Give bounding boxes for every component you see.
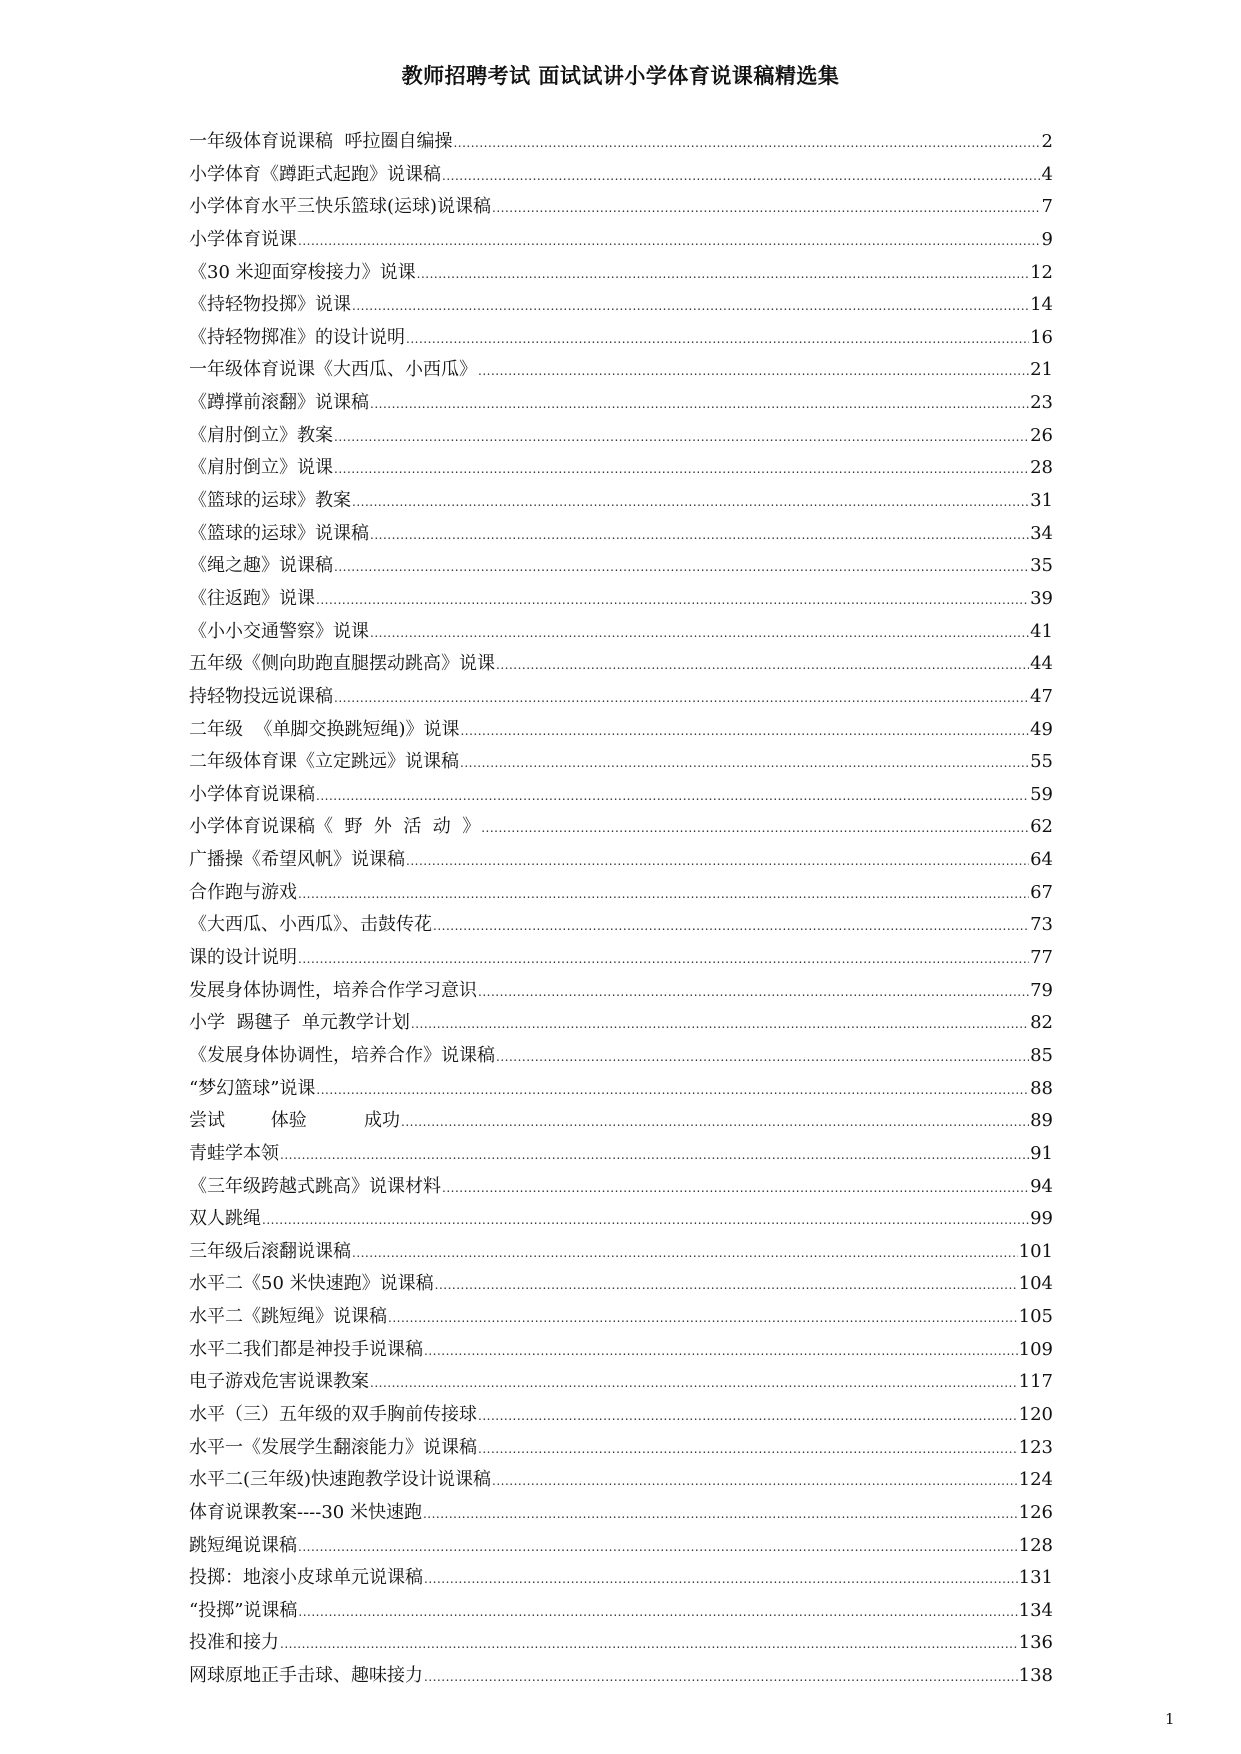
toc-dot-leader [411,1008,1029,1041]
toc-entry[interactable] [189,1105,1053,1138]
toc-dot-leader [435,1269,1018,1302]
toc-entry-page: 131 [1018,1567,1053,1589]
toc-dot-leader [424,1661,1018,1694]
toc-entry-title: 水平一《发展学生翻滚能力》说课稿 [189,1436,477,1458]
toc-entry-page: 14 [1030,294,1053,316]
page-number: 1 [1165,1710,1175,1728]
toc-dot-leader [460,747,1029,780]
toc-entry-page: 120 [1018,1403,1053,1425]
toc-entry-page: 16 [1030,326,1053,348]
toc-entry-title: 《大西瓜、小西瓜》、击鼓传花 [189,914,432,936]
toc-entry[interactable] [189,975,1053,1008]
toc-entry-page: 67 [1030,881,1053,903]
toc-entry[interactable] [189,126,1053,159]
toc-entry-title: 《肩肘倒立》说课 [189,457,333,479]
toc-dot-leader [298,225,1041,258]
toc-entry-title: 《绳之趣》说课稿 [189,555,333,577]
toc-entry-title: “投掷”说课稿 [189,1599,298,1621]
toc-entry-title: 《肩肘倒立》教案 [189,424,333,446]
toc-entry-page: 28 [1030,457,1053,479]
table-of-contents [189,126,1053,1693]
toc-entry[interactable] [189,1530,1053,1563]
toc-dot-leader [370,388,1029,421]
toc-entry[interactable] [189,942,1053,975]
toc-entry[interactable] [189,1562,1053,1595]
toc-entry-page: 26 [1030,424,1053,446]
toc-dot-leader [298,1596,1017,1629]
toc-entry[interactable] [189,1497,1053,1530]
toc-entry[interactable] [189,1040,1053,1073]
toc-dot-leader [280,1139,1029,1172]
toc-entry-title: 水平（三）五年级的双手胸前传接球 [189,1403,477,1425]
toc-entry-title: 《蹲撑前滚翻》说课稿 [189,392,369,414]
toc-entry-title: 合作跑与游戏 [189,881,297,903]
toc-entry-title: 水平二我们都是神投手说课稿 [189,1338,423,1360]
toc-entry-title: 双人跳绳 [189,1208,261,1230]
toc-dot-leader [352,486,1029,519]
toc-entry[interactable] [189,1432,1053,1465]
toc-entry-page: 12 [1030,261,1053,283]
toc-entry-title: 网球原地正手击球、趣味接力 [189,1665,423,1687]
toc-entry[interactable] [189,1138,1053,1171]
toc-entry-title: 二年级 《单脚交换跳短绳)》说课 [189,718,460,740]
toc-entry-title: 青蛙学本领 [189,1142,279,1164]
toc-entry-page: 23 [1030,392,1053,414]
toc-dot-leader [496,649,1029,682]
toc-entry[interactable] [189,909,1053,942]
toc-entry-title: 一年级体育说课《大西瓜、小西瓜》 [189,359,477,381]
toc-entry-title: 《发展身体协调性，培养合作》说课稿 [189,1044,495,1066]
toc-dot-leader [370,1367,1018,1400]
toc-entry[interactable] [189,583,1053,616]
toc-dot-leader [478,976,1029,1009]
toc-entry-page: 73 [1030,914,1053,936]
toc-entry[interactable] [189,1627,1053,1660]
toc-entry-page: 99 [1030,1208,1053,1230]
toc-entry-page: 109 [1018,1338,1053,1360]
toc-entry-title: 持轻物投远说课稿 [189,685,333,707]
toc-entry-page: 44 [1030,653,1053,675]
toc-entry[interactable] [189,354,1053,387]
toc-entry[interactable] [189,550,1053,583]
toc-entry-title: 投准和接力 [189,1632,279,1654]
toc-entry-title: 体育说课教案----30 米快速跑 [189,1501,422,1523]
toc-entry-page: 134 [1018,1599,1053,1621]
toc-entry[interactable] [189,485,1053,518]
toc-entry[interactable] [189,714,1053,747]
toc-entry-page: 104 [1018,1273,1053,1295]
toc-entry-title: 小学体育说课稿 [189,783,315,805]
toc-dot-leader [453,127,1040,160]
toc-entry-title: 发展身体协调性，培养合作学习意识 [189,979,477,1001]
toc-entry-page: 47 [1030,685,1053,707]
toc-entry-title: 投掷：地滚小皮球单元说课稿 [189,1567,423,1589]
toc-entry-page: 85 [1030,1044,1053,1066]
toc-entry-title: 小学体育《蹲距式起跑》说课稿 [189,163,441,185]
toc-entry-page: 77 [1030,947,1053,969]
toc-entry[interactable] [189,387,1053,420]
toc-entry-page: 123 [1018,1436,1053,1458]
toc-entry-title: 水平二(三年级)快速跑教学设计说课稿 [189,1469,492,1491]
toc-entry[interactable] [189,322,1053,355]
toc-entry[interactable] [189,1203,1053,1236]
toc-dot-leader [417,258,1029,291]
toc-entry-page: 9 [1041,228,1053,250]
toc-dot-leader [262,1204,1029,1237]
toc-entry-title: 小学 踢毽子 单元教学计划 [189,1012,410,1034]
toc-entry[interactable] [189,518,1053,551]
toc-dot-leader [424,1335,1018,1368]
toc-dot-leader [496,1041,1029,1074]
toc-entry-title: 《持轻物掷准》的设计说明 [189,326,405,348]
toc-dot-leader [433,910,1029,943]
toc-entry-title: 《篮球的运球》说课稿 [189,522,369,544]
toc-dot-leader [460,715,1029,748]
toc-dot-leader [352,1237,1018,1270]
toc-entry-page: 105 [1018,1306,1053,1328]
toc-entry-page: 2 [1041,131,1053,152]
toc-dot-leader [406,845,1029,878]
toc-dot-leader [442,160,1041,193]
toc-dot-leader [423,1498,1018,1531]
toc-entry-page: 31 [1030,490,1053,512]
toc-entry[interactable] [189,289,1053,322]
toc-entry-title: 《持轻物投掷》说课 [189,294,351,316]
toc-entry-title: 课的设计说明 [189,947,297,969]
toc-dot-leader [298,878,1029,911]
toc-entry[interactable] [189,811,1053,844]
toc-entry-page: 49 [1030,718,1053,740]
toc-entry-title: 三年级后滚翻说课稿 [189,1240,351,1262]
toc-entry-page: 79 [1030,979,1053,1001]
toc-dot-leader [370,519,1029,552]
toc-entry[interactable] [189,159,1053,192]
toc-dot-leader [334,551,1029,584]
toc-entry[interactable] [189,1171,1053,1204]
toc-entry[interactable] [189,1236,1053,1269]
toc-entry[interactable] [189,779,1053,812]
toc-entry-page: 41 [1030,620,1053,642]
toc-entry-title: 一年级体育说课稿 呼拉圈自编操 [189,131,453,152]
toc-dot-leader [334,453,1029,486]
toc-entry-page: 138 [1018,1665,1053,1687]
toc-dot-leader [478,1400,1018,1433]
toc-entry-title: 小学体育水平三快乐篮球(运球)说课稿 [189,196,492,218]
toc-entry-page: 7 [1041,196,1053,218]
toc-entry-page: 124 [1018,1469,1053,1491]
toc-entry[interactable] [189,746,1053,779]
toc-entry[interactable] [189,224,1053,257]
toc-entry-page: 21 [1030,359,1053,381]
toc-entry-title: 二年级体育课《立定跳远》说课稿 [189,751,459,773]
toc-dot-leader [388,1302,1018,1335]
toc-entry[interactable] [189,1595,1053,1628]
toc-dot-leader [478,1433,1018,1466]
toc-entry[interactable] [189,648,1053,681]
toc-entry[interactable] [189,420,1053,453]
toc-dot-leader [280,1628,1018,1661]
toc-entry-page: 89 [1030,1110,1053,1132]
toc-entry-page: 126 [1018,1501,1053,1523]
toc-entry-page: 117 [1018,1371,1053,1393]
toc-entry-title: 小学体育说课 [189,228,297,250]
toc-entry-page: 4 [1041,163,1053,185]
toc-entry-title: 跳短绳说课稿 [189,1534,297,1556]
toc-entry-page: 64 [1030,849,1053,871]
toc-entry-title: 水平二《跳短绳》说课稿 [189,1306,387,1328]
toc-entry-page: 136 [1018,1632,1053,1654]
toc-entry-title: 广播操《希望风帆》说课稿 [189,849,405,871]
toc-dot-leader [478,355,1029,388]
toc-entry[interactable] [189,452,1053,485]
toc-dot-leader [406,323,1029,356]
toc-entry-title: 小学体育说课稿《 野 外 活 动 》 [189,816,481,838]
toc-entry-page: 34 [1030,522,1053,544]
toc-entry-page: 101 [1018,1240,1053,1262]
toc-entry-page: 82 [1030,1012,1053,1034]
toc-dot-leader [481,812,1029,845]
toc-entry-title: 《往返跑》说课 [189,587,315,609]
toc-entry[interactable] [189,257,1053,290]
toc-entry-title: 《30 米迎面穿梭接力》说课 [189,261,416,283]
toc-entry-page: 88 [1030,1077,1053,1099]
toc-dot-leader [334,682,1029,715]
toc-entry-page: 91 [1030,1142,1053,1164]
toc-entry[interactable] [189,1073,1053,1106]
toc-dot-leader [492,192,1041,225]
toc-entry-title: 《三年级跨越式跳高》说课材料 [189,1175,441,1197]
toc-entry-title: 水平二《50 米快速跑》说课稿 [189,1273,434,1295]
toc-dot-leader [298,943,1029,976]
toc-entry-page: 35 [1030,555,1053,577]
toc-entry[interactable] [189,1301,1053,1334]
toc-dot-leader [316,1074,1029,1107]
toc-entry-page: 59 [1030,783,1053,805]
toc-dot-leader [316,780,1029,813]
toc-entry-title: “梦幻篮球”说课 [189,1077,316,1099]
toc-entry[interactable] [189,191,1053,224]
toc-entry-title: 电子游戏危害说课教案 [189,1371,369,1393]
toc-entry[interactable] [189,1007,1053,1040]
toc-dot-leader [401,1106,1029,1139]
toc-entry[interactable] [189,1334,1053,1367]
toc-entry[interactable] [189,844,1053,877]
toc-entry[interactable] [189,681,1053,714]
toc-entry[interactable] [189,616,1053,649]
toc-entry-page: 128 [1018,1534,1053,1556]
toc-entry-title: 《篮球的运球》教案 [189,490,351,512]
document-title: 教师招聘考试 面试试讲小学体育说课稿精选集 [401,64,840,88]
toc-dot-leader [298,1531,1018,1564]
toc-dot-leader [316,584,1029,617]
toc-dot-leader [424,1563,1018,1596]
toc-entry-title: 五年级《侧向助跑直腿摆动跳高》说课 [189,653,495,675]
toc-entry[interactable] [189,1660,1053,1693]
toc-entry-title: 尝试 体验 成功 [189,1110,400,1132]
toc-entry[interactable] [189,1464,1053,1497]
toc-entry-page: 39 [1030,587,1053,609]
toc-entry-title: 《小小交通警察》说课 [189,620,369,642]
toc-entry[interactable] [189,1366,1053,1399]
toc-dot-leader [334,421,1029,454]
toc-dot-leader [370,617,1029,650]
toc-dot-leader [352,290,1029,323]
toc-entry-page: 62 [1030,816,1053,838]
toc-entry[interactable] [189,1268,1053,1301]
toc-entry[interactable] [189,1399,1053,1432]
toc-dot-leader [442,1172,1029,1205]
toc-entry-page: 94 [1030,1175,1053,1197]
toc-dot-leader [492,1465,1018,1498]
toc-entry-page: 55 [1030,751,1053,773]
toc-entry[interactable] [189,877,1053,910]
